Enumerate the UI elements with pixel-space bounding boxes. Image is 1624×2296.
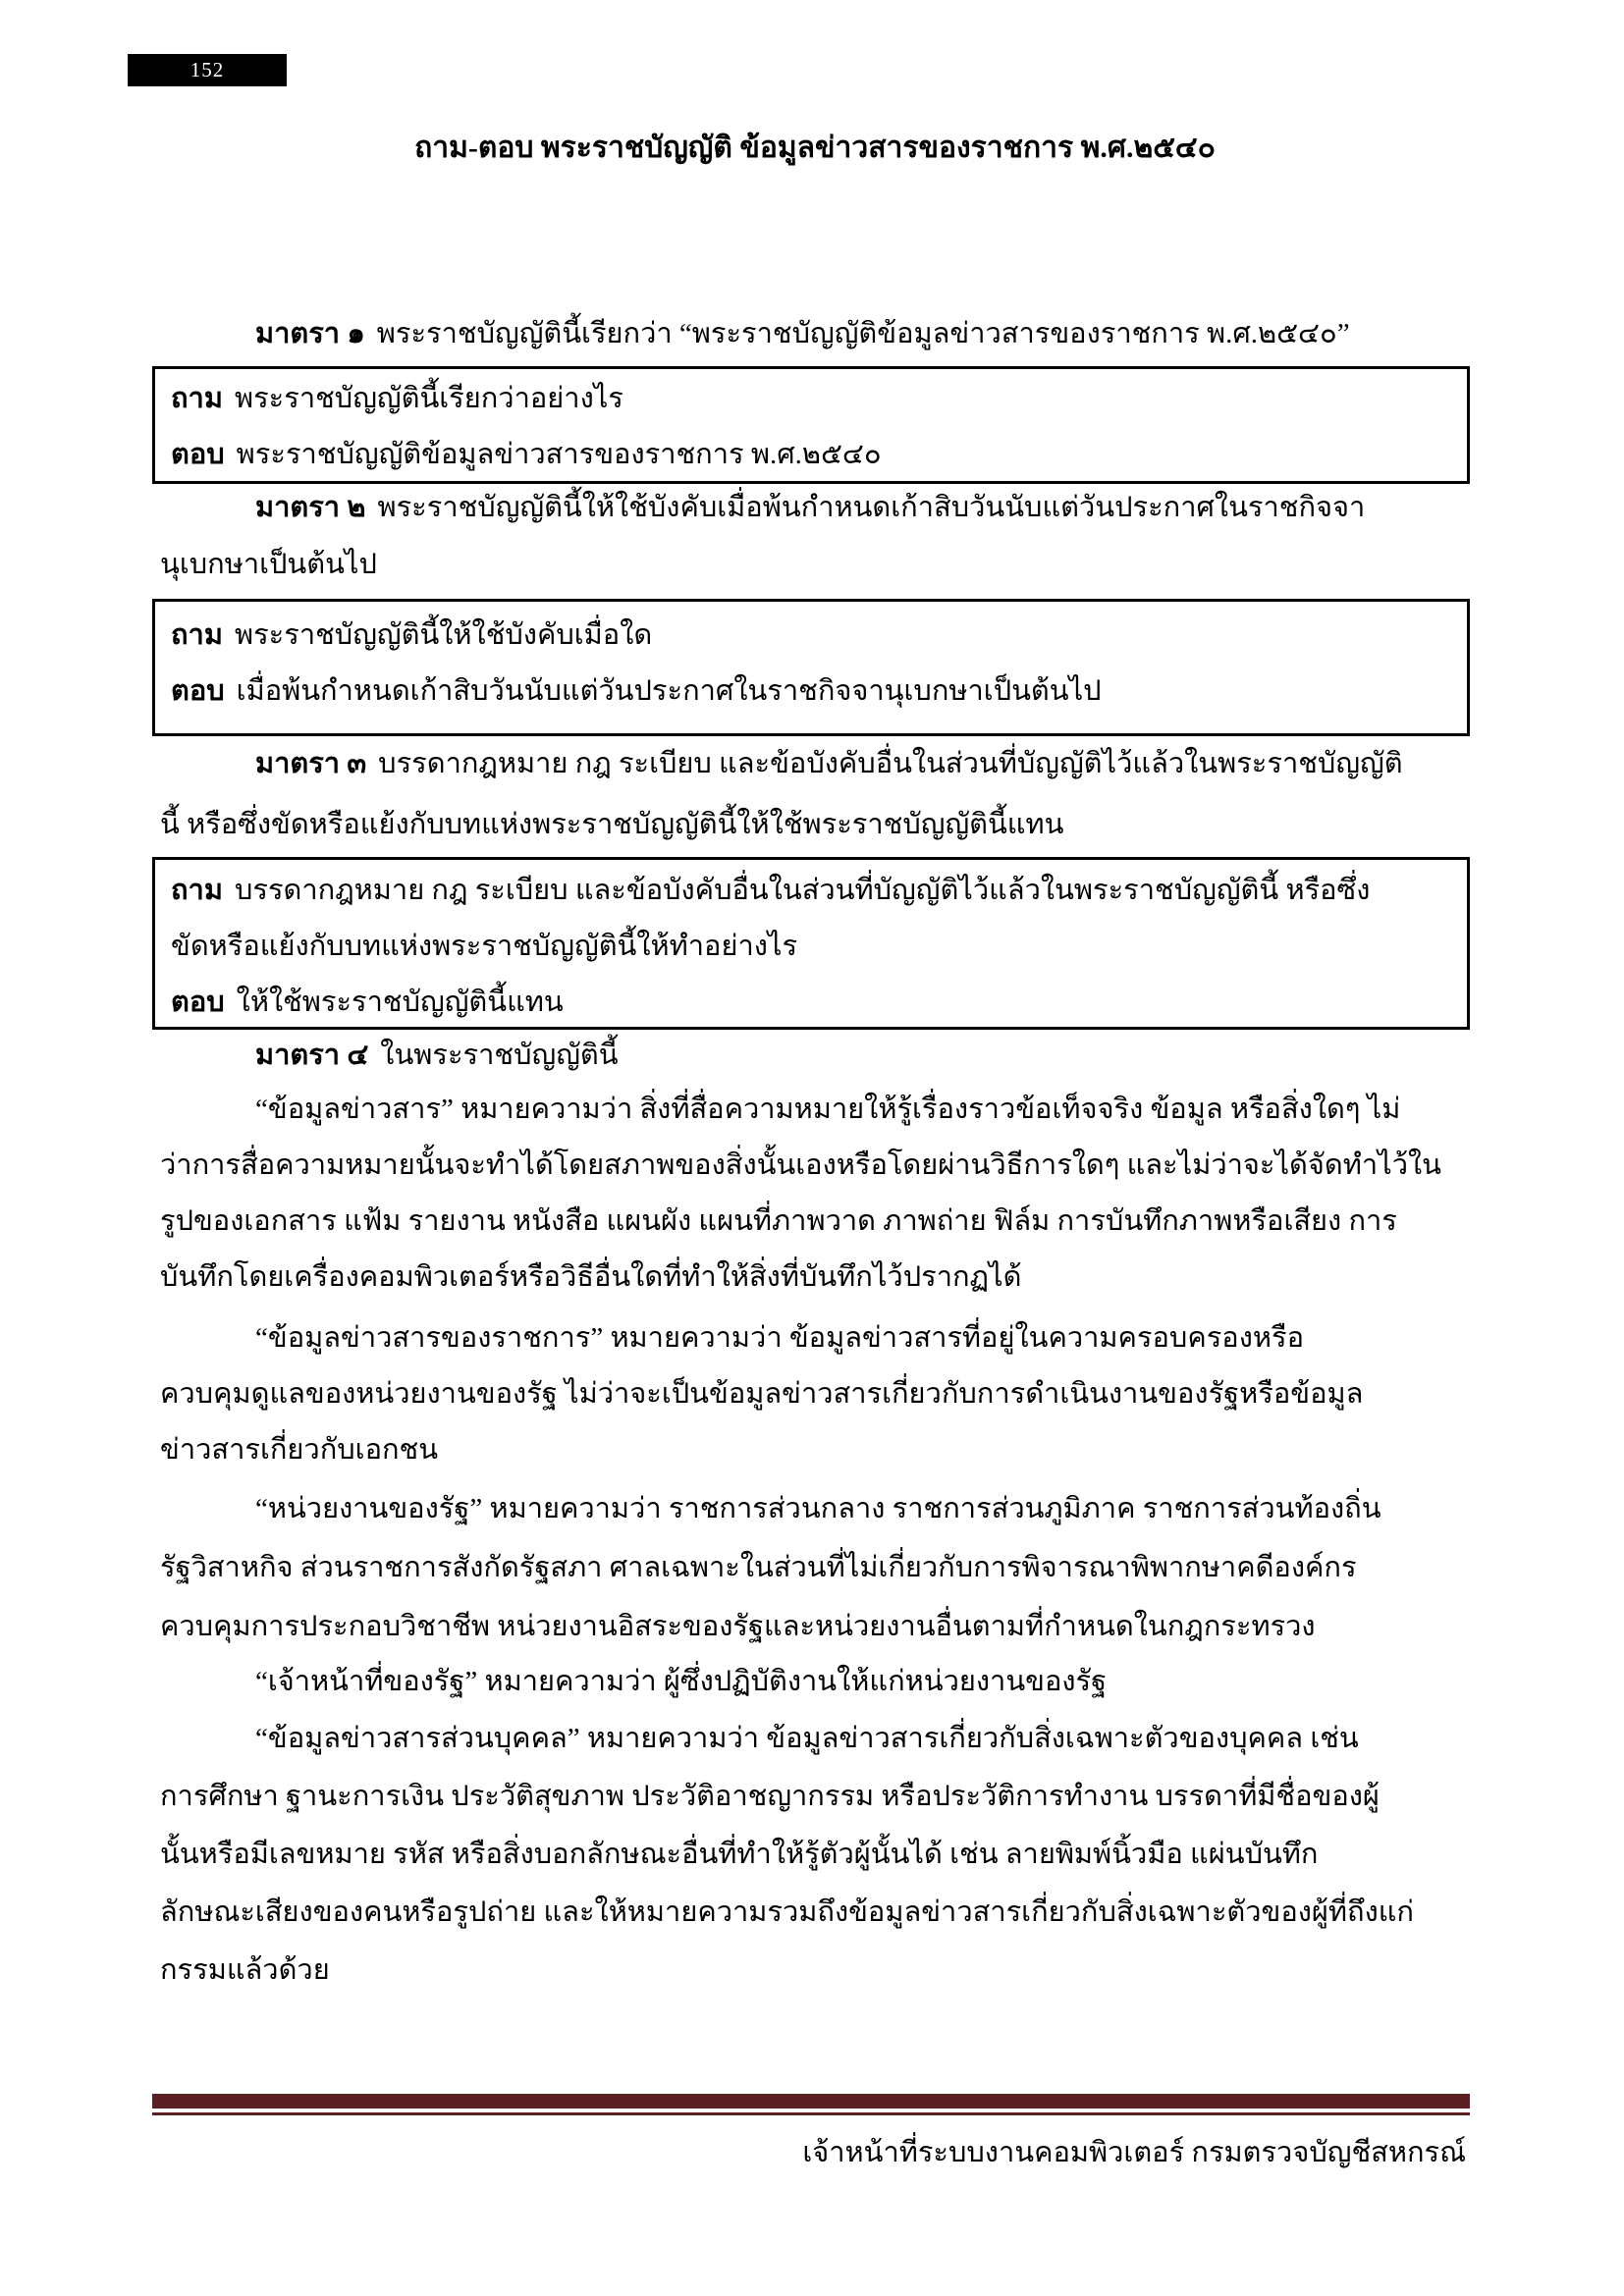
footer-rule — [152, 2094, 1470, 2115]
definition-information-line-4: บันทึกโดยเครื่องคอมพิวเตอร์หรือวิธีอื่นใดที่ทำให้สิ่งที่บันทึกไว้ปรากฏได้ — [160, 1261, 1022, 1293]
question-label: ถาม — [171, 619, 223, 651]
definition-official-information-line-2: ควบคุมดูแลของหน่วยงานของรัฐ ไม่ว่าจะเป็นข้อมูลข่าวสารเกี่ยวกับการดำเนินงานของรัฐหรือข้อมูล — [160, 1378, 1364, 1410]
section-3-label: มาตรา ๓ — [255, 748, 367, 779]
qa1-question-line — [171, 371, 1467, 427]
question-label: ถาม — [171, 875, 223, 906]
section-2-text-1: พระราชบัญญัตินี้ให้ใช้บังคับเมื่อพ้นกำหนดเก้าสิบวันนับแต่วันประกาศในราชกิจจา — [377, 492, 1366, 523]
question-label: ถาม — [171, 383, 223, 414]
definition-official-information-line-3: ข่าวสารเกี่ยวกับเอกชน — [160, 1434, 439, 1466]
section-1-label: มาตรา ๑ — [255, 318, 365, 349]
definition-personal-information-line-2: การศึกษา ฐานะการเงิน ประวัติสุขภาพ ประวัติอาชญากรรม หรือประวัติการทำงาน บรรดาที่มีชื่อของผู้ — [160, 1781, 1380, 1812]
document-title: ถาม-ตอบ พระราชบัญญัติ ข้อมูลข่าวสารของราชการ พ.ศ.๒๕๔๐ — [414, 132, 1216, 164]
definition-official-information — [160, 1310, 1470, 1478]
section-4-text: ในพระราชบัญญัตินี้ — [380, 1040, 619, 1071]
definition-information-line-2: ว่าการสื่อความหมายนั้นจะทำได้โดยสภาพของสิ่งนั้นเองหรือโดยผ่านวิธีการใดๆ และไม่ว่าจะได้จัดทำไว้ใน — [160, 1149, 1441, 1181]
definition-information-line-1: “ข้อมูลข่าวสาร” หมายความว่า สิ่งที่สื่อความหมายให้รู้เรื่องราวข้อเท็จจริง ข้อมูล หรือสิ่งใดๆ ไม่ — [255, 1094, 1401, 1125]
qa-box-2 — [152, 599, 1470, 736]
definition-official-information-line-1: “ข้อมูลข่าวสารของราชการ” หมายความว่า ข้อมูลข่าวสารที่อยู่ในความครอบครองหรือ — [255, 1322, 1304, 1354]
qa3-answer-text: ให้ใช้พระราชบัญญัตินี้แทน — [236, 987, 564, 1018]
section-2-line-1 — [160, 480, 1565, 536]
qa3-answer-line — [171, 975, 1467, 1031]
definition-personal-information-line-1: “ข้อมูลข่าวสารส่วนบุคคล” หมายความว่า ข้อมูลข่าวสารเกี่ยวกับสิ่งเฉพาะตัวของบุคคล เช่น — [255, 1723, 1359, 1754]
answer-label: ตอบ — [171, 439, 225, 470]
qa3-question-line-1 — [171, 863, 1467, 919]
section-2-label: มาตรา ๒ — [255, 492, 366, 523]
definition-state-agency-line-1: “หน่วยงานของรัฐ” หมายความว่า ราชการส่วนกลาง ราชการส่วนภูมิภาค ราชการส่วนท้องถิ่น — [255, 1493, 1381, 1524]
section-1-line — [160, 306, 1565, 362]
definition-information — [160, 1082, 1470, 1306]
page-number-badge: 152 — [128, 54, 287, 86]
qa3-question-text-1: บรรดากฎหมาย กฎ ระเบียบ และข้อบังคับอื่นในส่วนที่บัญญัติไว้แล้วในพระราชบัญญัตินี้ หรือซึ่ง — [234, 875, 1371, 906]
footer-rule-thick-bar — [152, 2094, 1470, 2109]
answer-label: ตอบ — [171, 987, 225, 1018]
definition-personal-information-line-5: กรรมแล้วด้วย — [160, 1954, 330, 1986]
qa1-question-text: พระราชบัญญัตินี้เรียกว่าอย่างไร — [234, 383, 623, 414]
section-2-line-2: นุเบกษาเป็นต้นไป — [160, 549, 377, 580]
definition-state-agency — [160, 1479, 1470, 1656]
qa1-answer-line — [171, 427, 1467, 483]
definition-state-official-line: “เจ้าหน้าที่ของรัฐ” หมายความว่า ผู้ซึ่งปฏิบัติงานให้แก่หน่วยงานของรัฐ — [255, 1666, 1108, 1697]
definition-information-line-3: รูปของเอกสาร แฟ้ม รายงาน หนังสือ แผนผัง แผนที่ภาพวาด ภาพถ่าย ฟิล์ม การบันทึกภาพหรือเสียง การ — [160, 1205, 1397, 1237]
footer-credit: เจ้าหน้าที่ระบบงานคอมพิวเตอร์ กรมตรวจบัญชีสหกรณ์ — [802, 2137, 1466, 2168]
section-3-line-2: นี้ หรือซึ่งขัดหรือแย้งกับบทแห่งพระราชบัญญัตินี้ให้ใช้พระราชบัญญัตินี้แทน — [160, 809, 1064, 840]
answer-label: ตอบ — [171, 675, 225, 707]
qa2-question-text: พระราชบัญญัตินี้ให้ใช้บังคับเมื่อใด — [234, 619, 653, 651]
definition-personal-information — [160, 1710, 1470, 2000]
section-4-line — [160, 1028, 1565, 1084]
qa2-answer-line — [171, 664, 1467, 720]
qa-box-1 — [152, 366, 1470, 484]
section-4-label: มาตรา ๔ — [255, 1040, 369, 1071]
qa2-answer-text: เมื่อพ้นกำหนดเก้าสิบวันนับแต่วันประกาศในราชกิจจานุเบกษาเป็นต้นไป — [236, 675, 1102, 707]
definition-state-agency-line-3: ควบคุมการประกอบวิชาชีพ หน่วยงานอิสระของรัฐและหน่วยงานอื่นตามที่กำหนดในกฎกระทรวง — [160, 1611, 1316, 1642]
section-1-text: พระราชบัญญัตินี้เรียกว่า “พระราชบัญญัติข้อมูลข่าวสารของราชการ พ.ศ.๒๕๔๐” — [376, 318, 1350, 349]
definition-personal-information-line-3: นั้นหรือมีเลขหมาย รหัส หรือสิ่งบอกลักษณะอื่นที่ทำให้รู้ตัวผู้นั้นได้ เช่น ลายพิมพ์นิ้วมือ แผ่นบันทึก — [160, 1839, 1319, 1870]
qa-box-3 — [152, 857, 1470, 1030]
definition-state-agency-line-2: รัฐวิสาหกิจ ส่วนราชการสังกัดรัฐสภา ศาลเฉพาะในส่วนที่ไม่เกี่ยวกับการพิจารณาพิพากษาคดีองค์กร — [160, 1552, 1357, 1583]
qa2-question-line — [171, 608, 1467, 664]
qa1-answer-text: พระราชบัญญัติข้อมูลข่าวสารของราชการ พ.ศ.๒๕๔๐ — [236, 439, 882, 470]
footer-rule-thin-bar — [152, 2112, 1470, 2115]
section-3-line-1 — [160, 736, 1565, 792]
section-3-text-1: บรรดากฎหมาย กฎ ระเบียบ และข้อบังคับอื่นในส่วนที่บัญญัติไว้แล้วในพระราชบัญญัติ — [378, 748, 1403, 779]
definition-personal-information-line-4: ลักษณะเสียงของคนหรือรูปถ่าย และให้หมายความรวมถึงข้อมูลข่าวสารเกี่ยวกับสิ่งเฉพาะตัวของผู้ที่ถึงแก่ — [160, 1896, 1414, 1928]
qa3-question-line-2: ขัดหรือแย้งกับบทแห่งพระราชบัญญัตินี้ให้ทำอย่างไร — [171, 931, 798, 962]
